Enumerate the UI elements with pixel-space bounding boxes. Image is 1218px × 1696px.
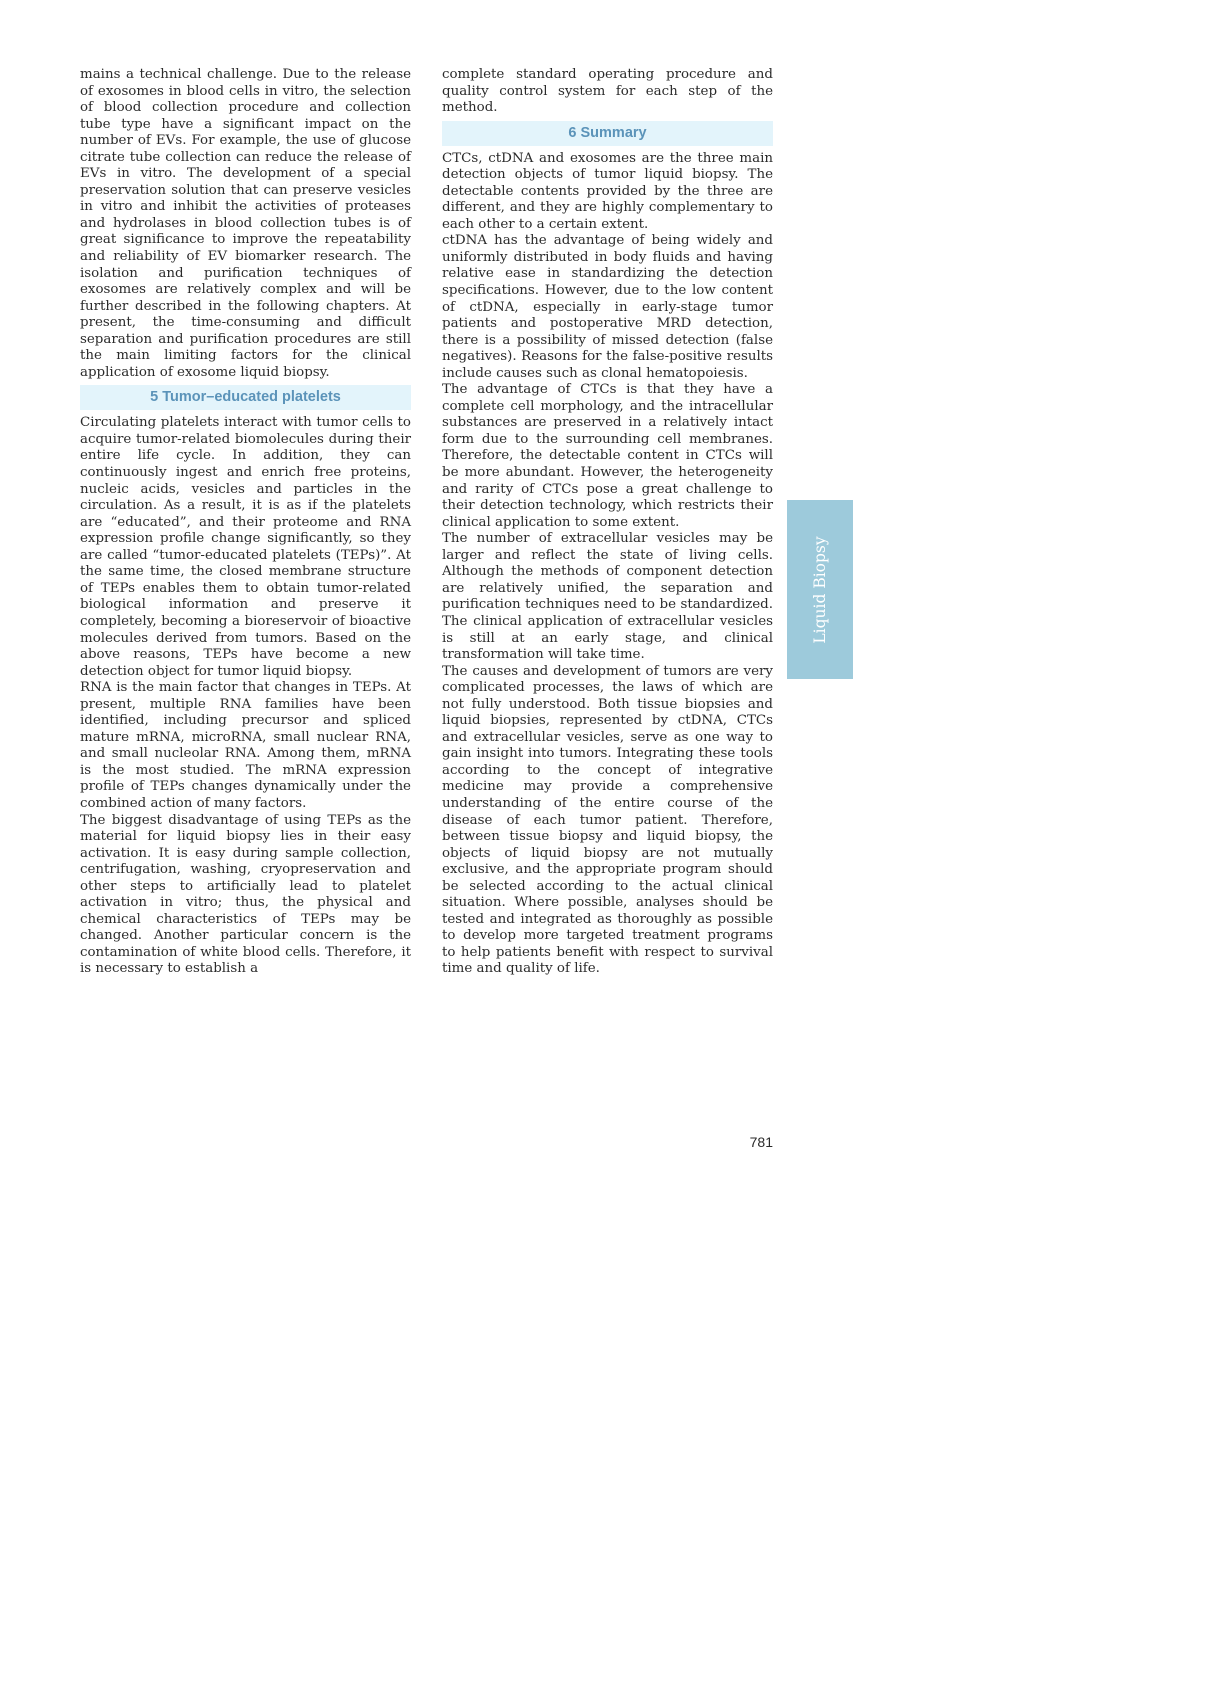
paragraph: The causes and development of tumors are very complicated processes, the laws of which are not fully understood. Both tissue biopsies and liquid biopsies, represented by ctDNA, CTCs and extracellular vesicles, serve as one way to gain insight into tumors. Integrating these tools according to the concept of integrative medicine may provide a comprehensive understanding of the entire course of the disease of each tumor patient. Therefore, between tissue biopsy and liquid biopsy, the objects of liquid biopsy are not mutually exclusive, and the appropriate program should be selected according to the actual clinical situation. Where possible, analyses should be tested and integrated as thoroughly as possible to develop more targeted treatment programs to help patients benefit with respect to survival time and quality of life. xyxy=(442,663,773,977)
paragraph: CTCs, ctDNA and exosomes are the three main detection objects of tumor liquid biopsy. The detectable contents provided by the three are different, and they are highly complementary to each other to a certain extent. xyxy=(442,150,773,232)
side-tab-label: Liquid Biopsy xyxy=(811,535,829,644)
left-column xyxy=(80,67,411,978)
chapter-side-tab xyxy=(787,500,853,679)
paragraph: The biggest disadvantage of using TEPs as the material for liquid biopsy lies in their easy activation. It is easy during sample collection, centrifugation, washing, cryopreservation and other steps to artificially lead to platelet activation in vitro; thus, the physical and chemical characteristics of TEPs may be changed. Another particular concern is the contamination of white blood cells. Therefore, it is necessary to establish a xyxy=(80,812,411,977)
paragraph: The number of extracellular vesicles may be larger and reflect the state of living cells. Although the methods of component detection are relatively unified, the separation and purification techniques need to be standardized. The clinical application of extracellular vesicles is still at an early stage, and clinical transformation will take time. xyxy=(442,531,773,663)
right-column xyxy=(442,67,773,978)
paragraph: The advantage of CTCs is that they have a complete cell morphology, and the intracellular substances are preserved in a relatively intact form due to the surrounding cell membranes. Therefore, the detectable content in CTCs will be more abundant. However, the heterogeneity and rarity of CTCs pose a great challenge to their detection technology, which restricts their clinical application to some extent. xyxy=(442,382,773,530)
paragraph: mains a technical challenge. Due to the release of exosomes in blood cells in vitro, the selection of blood collection procedure and collection tube type have a significant impact on the number of EVs. For example, the use of glucose citrate tube collection can reduce the release of EVs in vitro. The development of a special preservation solution that can preserve vesicles in vitro and inhibit the activities of proteases and hydrolases in blood collection tubes is of great significance to improve the repeatability and reliability of EV biomarker research. The isolation and purification techniques of exosomes are relatively complex and will be further described in the following chapters. At present, the time-consuming and difficult separation and purification procedures are still the main limiting factors for the clinical application of exosome liquid biopsy. xyxy=(80,67,411,380)
paragraph: RNA is the main factor that changes in TEPs. At present, multiple RNA families have been identified, including precursor and spliced mature mRNA, microRNA, small nuclear RNA, and small nucleolar RNA. Among them, mRNA is the most studied. The mRNA expression profile of TEPs changes dynamically under the combined action of many factors. xyxy=(80,680,411,811)
paragraph: Circulating platelets interact with tumor cells to acquire tumor-related biomolecules during their entire life cycle. In addition, they can continuously ingest and enrich free proteins, nucleic acids, vesicles and particles in the circulation. As a result, it is as if the platelets are “educated”, and their proteome and RNA expression profile change significantly, so they are called “tumor-educated platelets (TEPs)”. At the same time, the closed membrane structure of TEPs enables them to obtain tumor-related biological information and preserve it completely, becoming a bioreservoir of bioactive molecules derived from tumors. Based on the above reasons, TEPs have become a new detection object for tumor liquid biopsy. xyxy=(80,415,411,679)
section-heading-tumor-educated-platelets: 5 Tumor–educated platelets xyxy=(80,385,411,410)
paragraph: ctDNA has the advantage of being widely and uniformly distributed in body fluids and having relative ease in standardizing the detection specifications. However, due to the low content of ctDNA, especially in early-stage tumor patients and postoperative MRD detection, there is a possibility of missed detection (false negatives). Reasons for the false-positive results include causes such as clonal hematopoiesis. xyxy=(442,233,773,381)
page-number: 781 xyxy=(749,1134,773,1150)
section-heading-summary: 6 Summary xyxy=(442,121,773,146)
paragraph: complete standard operating procedure and quality control system for each step of the method. xyxy=(442,67,773,116)
